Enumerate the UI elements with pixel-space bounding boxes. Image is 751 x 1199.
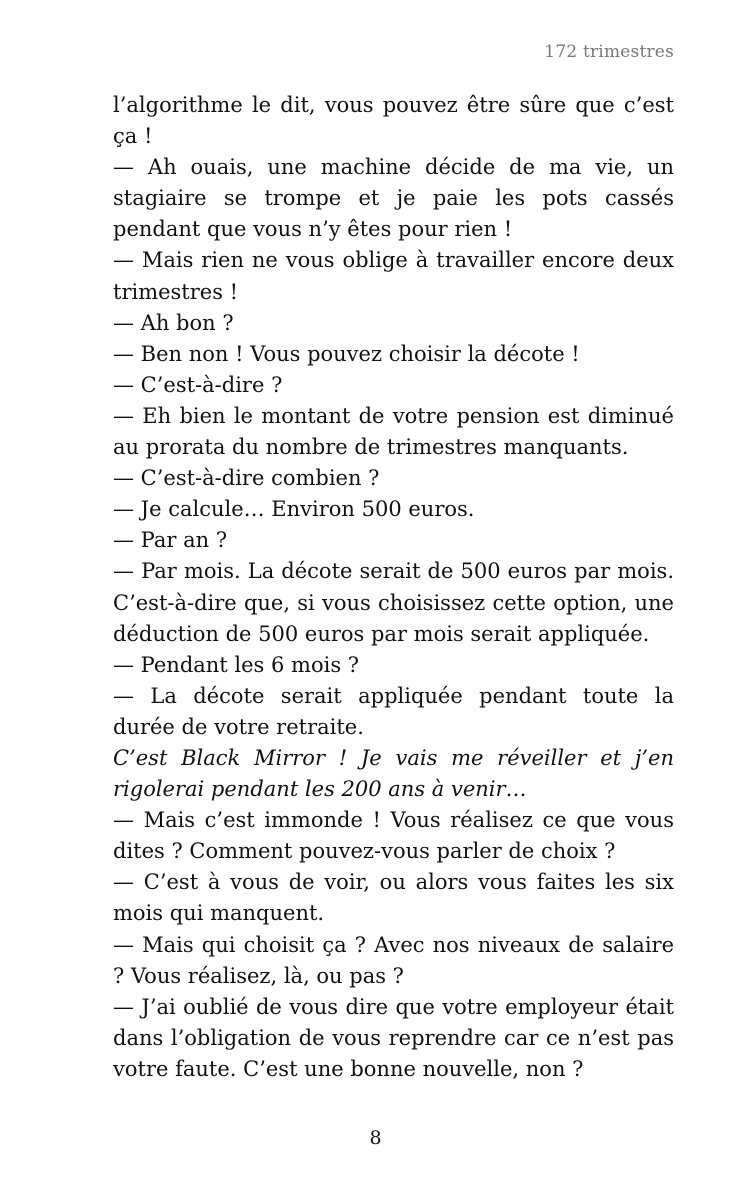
- paragraph: — Par mois. La décote serait de 500 euros par mois. C’est-à-dire que, si vous choisissez cette option, une déduction de 500 euros par mois serait appliquée.: [113, 559, 674, 646]
- running-header: 172 trimestres: [544, 42, 674, 62]
- paragraph: — Mais rien ne vous oblige à travailler encore deux trimestres !: [113, 248, 674, 304]
- paragraph: — Eh bien le montant de votre pension est diminué au prorata du nombre de trimestres manquants.: [113, 403, 674, 460]
- paragraph: — C’est-à-dire ?: [113, 372, 283, 397]
- paragraph: — C’est à vous de voir, ou alors vous faites les six mois qui manquent.: [113, 870, 674, 926]
- paragraph: — La décote serait appliquée pendant toute la durée de votre retraite.: [113, 683, 674, 739]
- paragraph: l’algorithme le dit, vous pouvez être sûre que c’est ça !: [113, 93, 674, 149]
- paragraph: — Pendant les 6 mois ?: [113, 652, 360, 677]
- paragraph: — Ben non ! Vous pouvez choisir la décote !: [113, 341, 580, 366]
- paragraph: — Mais c’est immonde ! Vous réalisez ce que vous dites ? Comment pouvez-vous parler de choix ?: [113, 808, 674, 864]
- inner-thought-paragraph: C’est Black Mirror ! Je vais me réveiller et j’en rigolerai pendant les 200 ans à venir…: [113, 745, 674, 802]
- paragraph: — Mais qui choisit ça ? Avec nos niveaux de salaire ? Vous réalisez, là, ou pas ?: [113, 932, 674, 988]
- paragraph: — Par an ?: [113, 528, 228, 553]
- paragraph: — J’ai oublié de vous dire que votre employeur était dans l’obligation de vous reprendre car ce n’est pas votre faute. C’est une bonne nouvelle, non ?: [113, 994, 674, 1081]
- paragraph: — Je calcule… Environ 500 euros.: [113, 497, 475, 522]
- page-number: 8: [369, 1127, 382, 1149]
- paragraph: — Ah bon ?: [113, 310, 234, 335]
- paragraph: — C’est-à-dire combien ?: [113, 466, 380, 491]
- paragraph: — Ah ouais, une machine décide de ma vie, un stagiaire se trompe et je paie les pots cassés pendant que vous n’y êtes pour rien !: [113, 155, 674, 242]
- page-body: [113, 90, 674, 1085]
